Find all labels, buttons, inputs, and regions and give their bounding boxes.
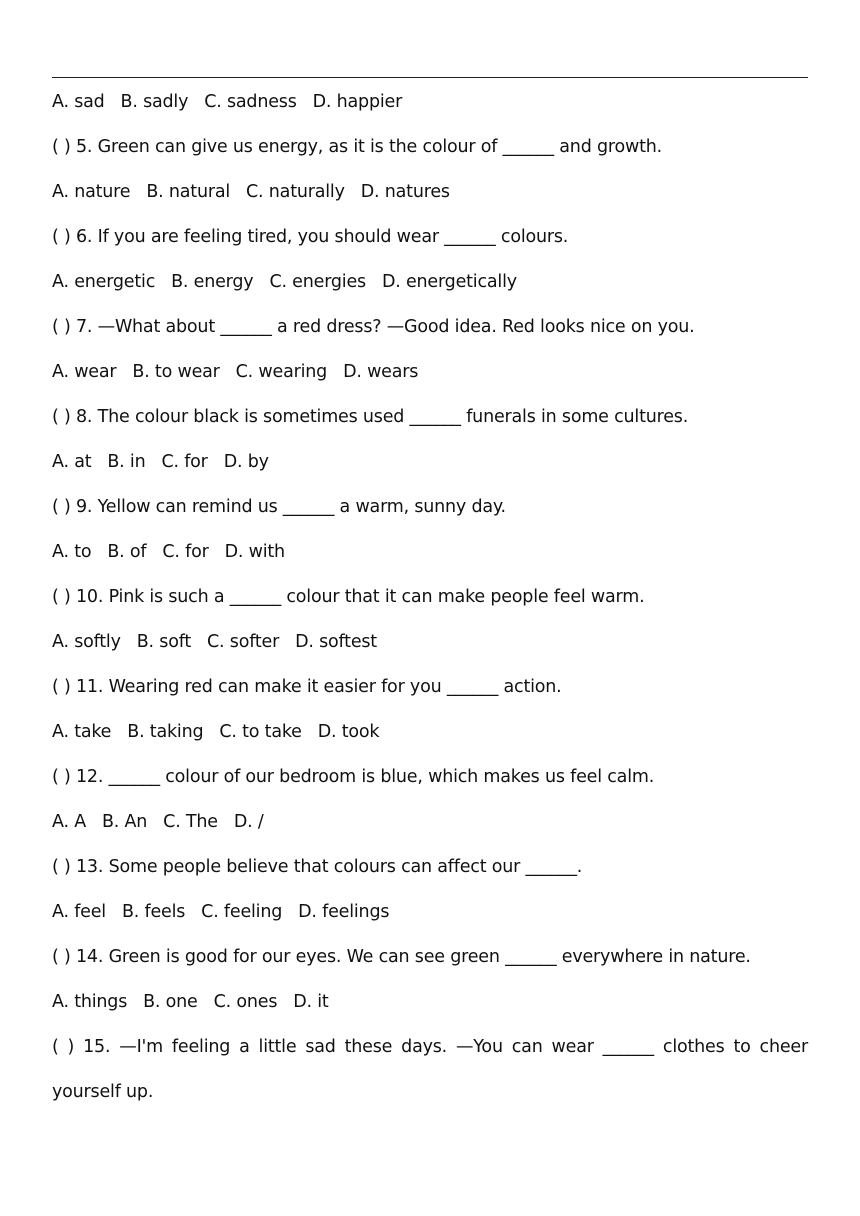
option-b: B. energy — [171, 272, 254, 292]
option-a: A. energetic — [52, 272, 156, 292]
question-12: ( ) 12. ______ colour of our bedroom is blue, which makes us feel calm. — [52, 767, 655, 787]
options-row-9 — [52, 539, 808, 584]
option-a: A. softly — [52, 632, 121, 652]
option-a: A. feel — [52, 902, 106, 922]
option-a: A. at — [52, 452, 92, 472]
option-c: C. feeling — [201, 902, 283, 922]
question-6: ( ) 6. If you are feeling tired, you should wear ______ colours. — [52, 227, 569, 247]
options-row-4 — [52, 89, 808, 134]
option-d: D. wears — [343, 362, 419, 382]
options-row-6 — [52, 269, 808, 314]
option-d: D. softest — [295, 632, 377, 652]
option-b: B. one — [143, 992, 198, 1012]
option-a: A. wear — [52, 362, 117, 382]
option-a: A. sad — [52, 92, 105, 112]
option-a: A. A — [52, 812, 86, 832]
option-c: C. ones — [213, 992, 278, 1012]
option-b: B. taking — [127, 722, 204, 742]
options-row-10 — [52, 629, 808, 674]
option-d: D. took — [317, 722, 380, 742]
option-b: B. sadly — [120, 92, 189, 112]
option-b: B. feels — [121, 902, 186, 922]
options-row-7 — [52, 359, 808, 404]
question-15: ( ) 15. —I'm feeling a little sad these days. —You can wear ______ clothes to cheer yourself up. — [52, 1037, 808, 1102]
option-d: D. it — [293, 992, 329, 1012]
option-b: B. in — [107, 452, 146, 472]
option-a: A. take — [52, 722, 112, 742]
option-c: C. softer — [207, 632, 280, 652]
option-d: D. energetically — [381, 272, 517, 292]
exercise-body — [52, 89, 808, 1115]
option-d: D. with — [224, 542, 285, 562]
question-9: ( ) 9. Yellow can remind us ______ a warm, sunny day. — [52, 497, 506, 517]
option-b: B. soft — [136, 632, 192, 652]
header-rule — [52, 77, 808, 78]
options-row-13 — [52, 899, 808, 944]
option-a: A. to — [52, 542, 92, 562]
option-d: D. / — [233, 812, 264, 832]
option-d: D. natures — [360, 182, 450, 202]
option-c: C. energies — [269, 272, 366, 292]
question-11: ( ) 11. Wearing red can make it easier for you ______ action. — [52, 677, 562, 697]
question-8: ( ) 8. The colour black is sometimes used ______ funerals in some cultures. — [52, 407, 689, 427]
question-10: ( ) 10. Pink is such a ______ colour that it can make people feel warm. — [52, 587, 645, 607]
question-7: ( ) 7. —What about ______ a red dress? —Good idea. Red looks nice on you. — [52, 317, 695, 337]
option-c: C. wearing — [235, 362, 328, 382]
question-14: ( ) 14. Green is good for our eyes. We can see green ______ everywhere in nature. — [52, 947, 751, 967]
option-b: B. natural — [146, 182, 231, 202]
options-row-11 — [52, 719, 808, 764]
option-b: B. An — [101, 812, 148, 832]
option-c: C. to take — [219, 722, 302, 742]
option-c: C. The — [163, 812, 218, 832]
options-row-8 — [52, 449, 808, 494]
option-d: D. by — [223, 452, 269, 472]
option-c: C. sadness — [204, 92, 297, 112]
option-c: C. for — [162, 542, 209, 562]
option-d: D. happier — [312, 92, 403, 112]
options-row-12 — [52, 809, 808, 854]
option-a: A. nature — [52, 182, 131, 202]
question-5: ( ) 5. Green can give us energy, as it is the colour of ______ and growth. — [52, 137, 663, 157]
options-row-5 — [52, 179, 808, 224]
option-c: C. for — [161, 452, 208, 472]
option-c: C. naturally — [246, 182, 345, 202]
option-a: A. things — [52, 992, 128, 1012]
option-b: B. of — [107, 542, 147, 562]
question-13: ( ) 13. Some people believe that colours can affect our ______. — [52, 857, 583, 877]
option-b: B. to wear — [132, 362, 220, 382]
option-d: D. feelings — [298, 902, 390, 922]
